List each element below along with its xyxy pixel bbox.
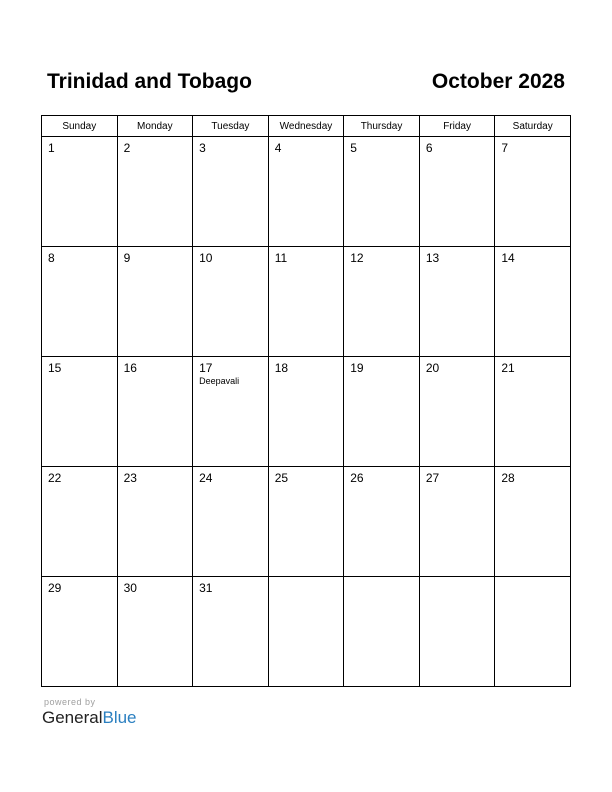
- day-cell: [344, 467, 420, 577]
- day-number: 16: [123, 361, 137, 375]
- day-cell: [42, 357, 118, 467]
- day-number: 30: [123, 581, 137, 595]
- weekday-header: Thursday: [344, 116, 420, 137]
- day-number: 26: [350, 471, 364, 485]
- day-number: 6: [425, 141, 433, 155]
- day-cell: [117, 137, 193, 247]
- day-number: 23: [123, 471, 137, 485]
- day-number: 10: [199, 251, 213, 265]
- day-cell: [495, 467, 571, 577]
- day-number: 28: [501, 471, 515, 485]
- day-number: [344, 577, 419, 581]
- generalblue-logo[interactable]: [42, 708, 137, 728]
- powered-by-label: powered by: [44, 697, 96, 707]
- brand-general: General: [42, 708, 103, 727]
- day-cell: [117, 467, 193, 577]
- week-row: [42, 577, 571, 687]
- day-cell: [419, 577, 495, 687]
- day-number: 22: [48, 471, 62, 485]
- day-cell: [193, 137, 269, 247]
- day-number: 14: [501, 251, 515, 265]
- day-cell: [117, 577, 193, 687]
- day-cell: [344, 247, 420, 357]
- brand-blue: Blue: [102, 708, 137, 727]
- day-cell: [268, 577, 344, 687]
- month-year-title: October 2028: [431, 70, 565, 93]
- day-cell: [268, 137, 344, 247]
- weekday-header: Friday: [419, 116, 495, 137]
- day-number: 4: [274, 141, 282, 155]
- day-number: 24: [199, 471, 213, 485]
- day-cell: [419, 467, 495, 577]
- day-cell: [42, 137, 118, 247]
- weekday-header-row: [42, 116, 571, 137]
- day-cell: [193, 357, 269, 467]
- day-number: 3: [199, 141, 206, 155]
- weekday-header: Monday: [117, 116, 193, 137]
- day-cell: [117, 357, 193, 467]
- day-cell: [495, 357, 571, 467]
- day-number: [420, 577, 495, 581]
- day-cell: [344, 577, 420, 687]
- week-row: [42, 357, 571, 467]
- day-number: 13: [425, 251, 440, 265]
- holiday-label: Deepavali: [199, 376, 240, 386]
- calendar-grid: [41, 115, 571, 687]
- day-cell: [419, 247, 495, 357]
- day-cell: [419, 137, 495, 247]
- day-number: 19: [350, 361, 364, 375]
- day-number: 8: [48, 251, 55, 265]
- day-cell: [193, 247, 269, 357]
- weekday-header: Sunday: [42, 116, 118, 137]
- day-cell: [419, 357, 495, 467]
- day-number: 21: [501, 361, 515, 375]
- day-number: 7: [501, 141, 509, 155]
- day-cell: [268, 357, 344, 467]
- day-number: 2: [123, 141, 131, 155]
- day-cell: [344, 357, 420, 467]
- day-cell: [268, 467, 344, 577]
- country-title: Trinidad and Tobago: [47, 70, 252, 93]
- day-number: 12: [350, 251, 364, 265]
- day-cell: [193, 467, 269, 577]
- day-cell: [344, 137, 420, 247]
- day-cell: [42, 467, 118, 577]
- week-row: [42, 137, 571, 247]
- day-number: 20: [425, 361, 440, 375]
- week-row: [42, 467, 571, 577]
- day-number: [495, 577, 570, 581]
- day-number: 17: [199, 361, 213, 375]
- day-cell: [495, 137, 571, 247]
- day-number: 1: [48, 141, 55, 155]
- day-number: 29: [48, 581, 62, 595]
- weekday-header: Tuesday: [193, 116, 269, 137]
- day-number: 27: [425, 471, 440, 485]
- day-number: [269, 577, 344, 581]
- day-cell: [495, 247, 571, 357]
- weekday-header: Saturday: [495, 116, 571, 137]
- day-number: 5: [350, 141, 357, 155]
- day-number: 9: [123, 251, 131, 265]
- day-cell: [117, 247, 193, 357]
- day-number: 25: [274, 471, 289, 485]
- day-cell: [42, 247, 118, 357]
- day-number: 11: [274, 251, 288, 265]
- day-number: 15: [48, 361, 62, 375]
- day-number: 31: [199, 581, 213, 595]
- day-cell: [495, 577, 571, 687]
- day-number: 18: [274, 361, 289, 375]
- day-cell: [193, 577, 269, 687]
- day-cell: [268, 247, 344, 357]
- weekday-header: Wednesday: [268, 116, 344, 137]
- day-cell: [42, 577, 118, 687]
- week-row: [42, 247, 571, 357]
